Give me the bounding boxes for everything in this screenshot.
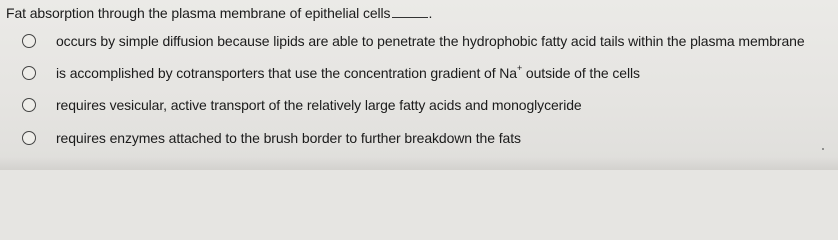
answer-blank <box>392 5 428 18</box>
radio-button-icon[interactable] <box>22 98 36 112</box>
answer-option-2[interactable] <box>22 62 640 84</box>
answer-option-3[interactable] <box>22 94 582 116</box>
page-shadow <box>0 157 838 170</box>
answer-option-label: requires vesicular, active transport of the relatively large fatty acids and monoglyceride <box>56 97 582 113</box>
radio-button-icon[interactable] <box>22 131 36 145</box>
question-text <box>6 4 432 22</box>
sodium-charge-superscript: + <box>516 63 523 74</box>
question-end-punctuation: . <box>428 5 433 21</box>
answer-option-label <box>56 64 640 82</box>
answer-option-text-after: outside of the cells <box>522 65 640 81</box>
answer-option-4[interactable] <box>22 127 521 149</box>
question-prompt: Fat absorption through the plasma membrane of epithelial cells <box>6 5 391 21</box>
answer-option-label: requires enzymes attached to the brush border to further breakdown the fats <box>56 130 521 146</box>
answer-option-label: occurs by simple diffusion because lipids are able to penetrate the hydrophobic fatty acid tails within the plasma membrane <box>56 33 805 49</box>
speck <box>822 148 824 150</box>
radio-button-icon[interactable] <box>22 66 36 80</box>
answer-option-1[interactable] <box>22 30 805 52</box>
answer-option-text-before: is accomplished by cotransporters that use the concentration gradient of Na <box>56 65 517 81</box>
radio-button-icon[interactable] <box>22 34 36 48</box>
